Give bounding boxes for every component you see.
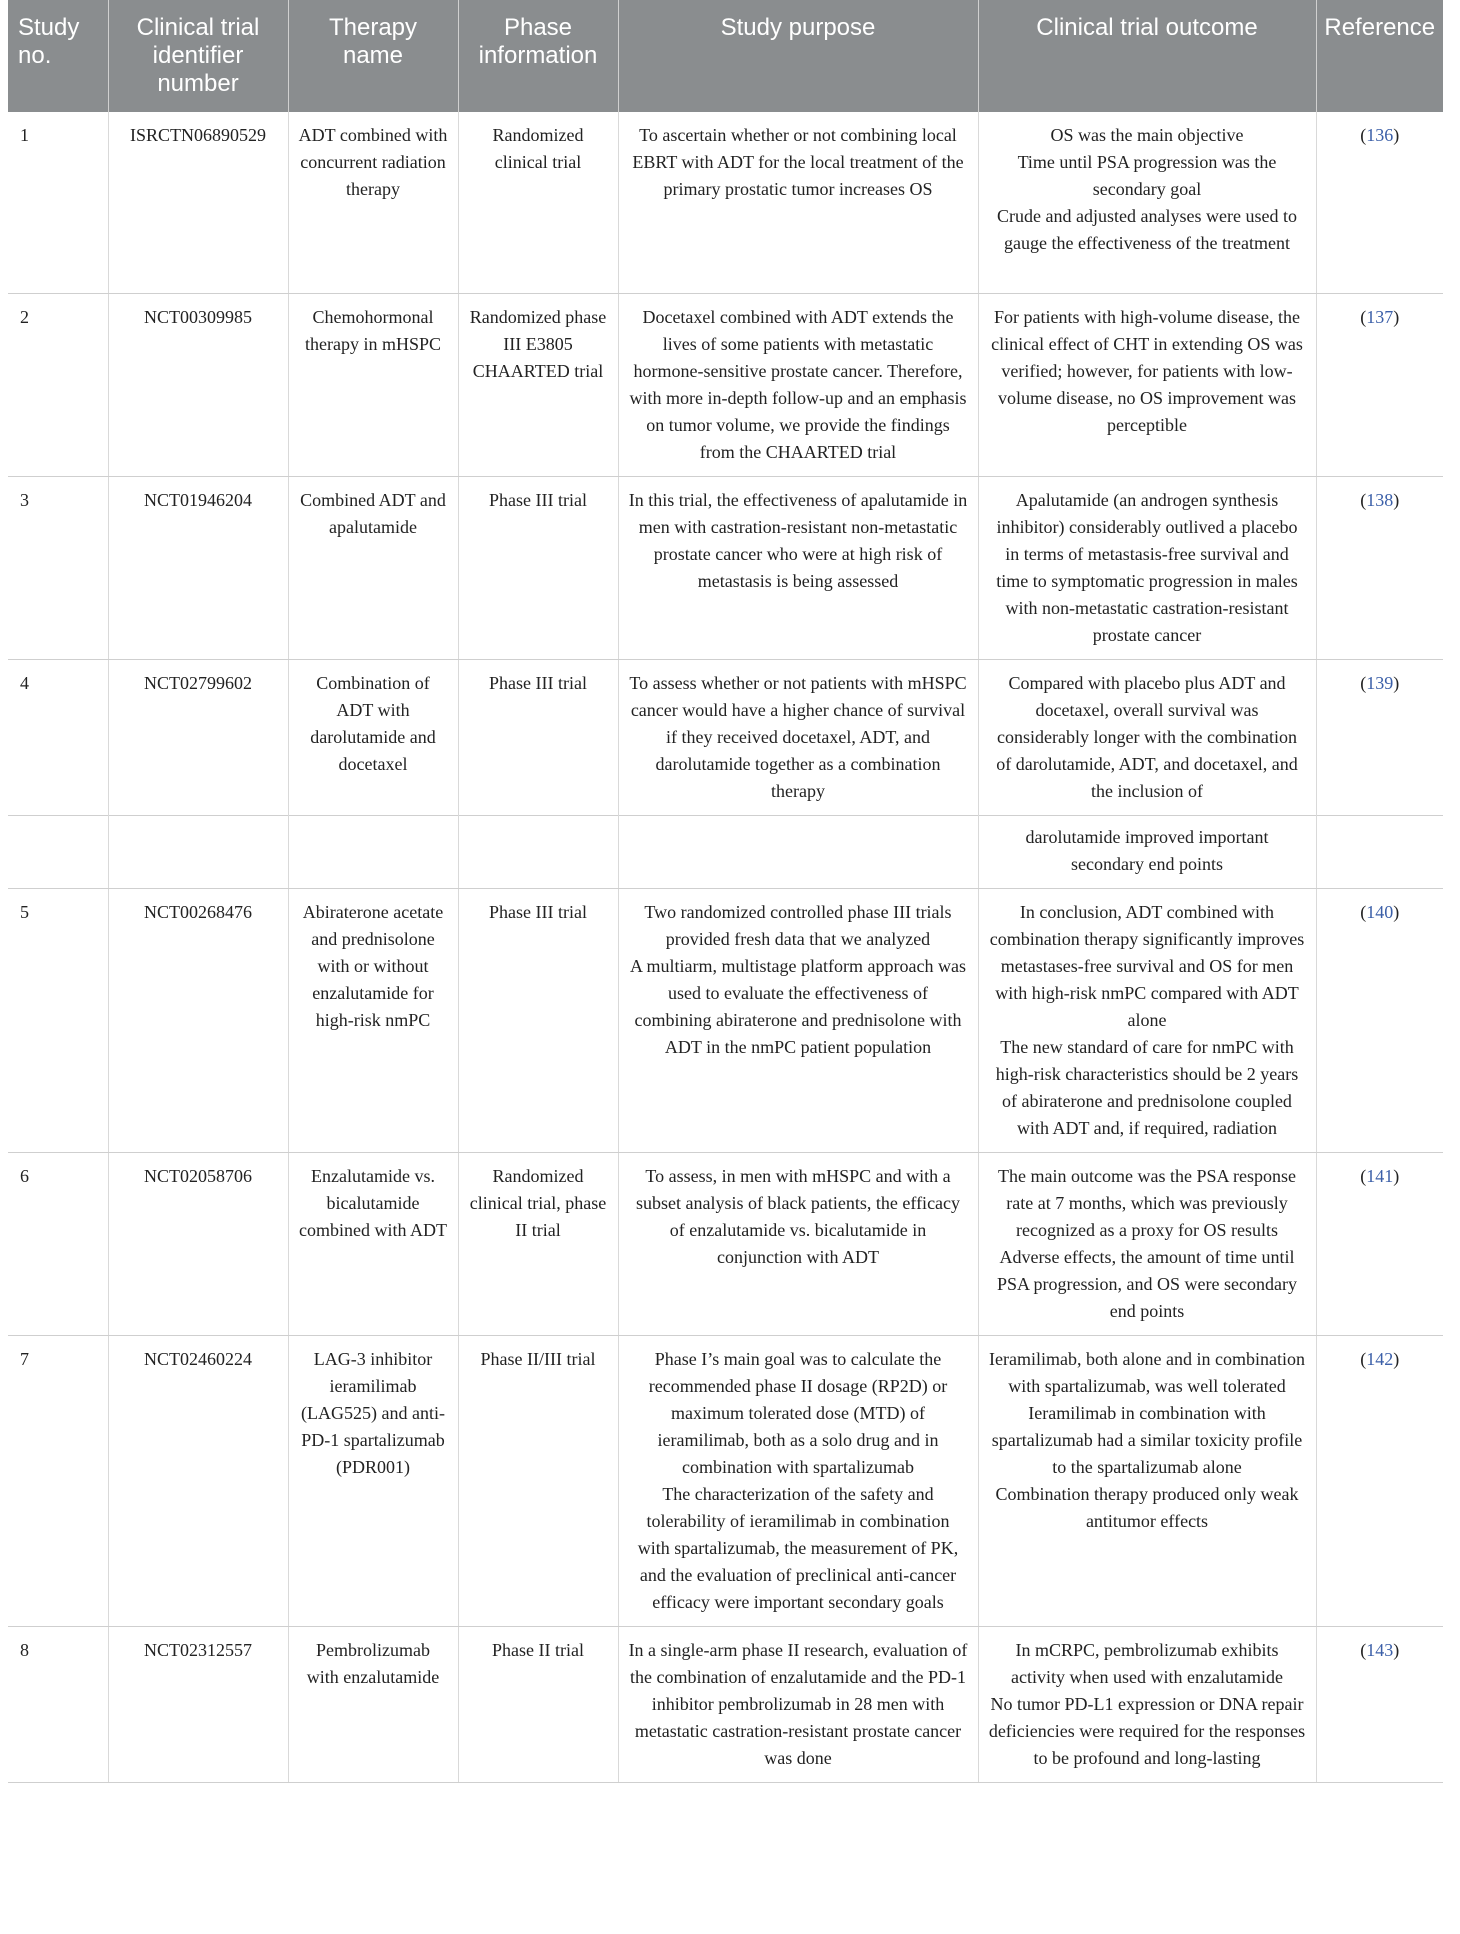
phase-info-cell: Randomized clinical trial <box>458 112 618 293</box>
header-phase-info: Phase information <box>458 0 618 112</box>
trial-outcome-cell-line: OS was the main objective <box>1050 125 1244 145</box>
header-study-no: Study no. <box>8 0 108 112</box>
study-purpose-cell <box>618 659 978 815</box>
table-body <box>8 112 1443 1782</box>
study-no-cell: 8 <box>8 1626 108 1782</box>
study-purpose-cell-line: Docetaxel combined with ADT extends the lives of some patients with metastatic hormone-sensitive prostate cancer. Therefore, with more in-depth follow-up and an emphasis on tumor volume, we provide the findings from the CHAARTED trial <box>629 306 967 462</box>
phase-info-cell: Phase III trial <box>458 476 618 659</box>
study-purpose-cell-line: A multiarm, multistage platform approach was used to evaluate the effectiveness of combining abiraterone and prednisolone with ADT in the nmPC patient population <box>630 955 966 1057</box>
reference-cell: (143) <box>1316 1626 1443 1782</box>
therapy-name-cell: Combination of ADT with darolutamide and docetaxel <box>288 659 458 815</box>
phase-info-cell <box>458 815 618 888</box>
study-no-cell: 6 <box>8 1152 108 1335</box>
therapy-name-cell: LAG-3 inhibitor ieramilimab (LAG525) and anti-PD-1 spartalizumab (PDR001) <box>288 1335 458 1626</box>
study-purpose-cell-line: In this trial, the effectiveness of apalutamide in men with castration-resistant non-metastatic prostate cancer who were at high risk of metastasis is being assessed <box>628 489 968 591</box>
phase-info-cell: Phase III trial <box>458 888 618 1152</box>
trial-outcome-cell <box>978 659 1316 815</box>
reference-link[interactable]: 141 <box>1366 1165 1394 1186</box>
study-purpose-cell-line: To assess, in men with mHSPC and with a subset analysis of black patients, the efficacy of enzalutamide vs. bicalutamide in conjunction with ADT <box>635 1165 961 1267</box>
phase-info-cell: Randomized clinical trial, phase II trial <box>458 1152 618 1335</box>
trial-outcome-cell-line: Time until PSA progression was the secondary goal <box>1017 152 1277 199</box>
clinical-trials-table <box>8 0 1443 1783</box>
trial-id-cell: NCT01946204 <box>108 476 288 659</box>
trial-outcome-cell-line: Adverse effects, the amount of time until PSA progression, and OS were secondary end points <box>997 1246 1297 1321</box>
trial-outcome-cell-line: The new standard of care for nmPC with high-risk characteristics should be 2 years of abiraterone and prednisolone coupled with ADT and, if required, radiation <box>995 1036 1299 1138</box>
trial-id-cell: NCT02058706 <box>108 1152 288 1335</box>
reference-cell: (140) <box>1316 888 1443 1152</box>
header-therapy-name: Therapy name <box>288 0 458 112</box>
therapy-name-cell: Chemohormonal therapy in mHSPC <box>288 293 458 476</box>
table-row <box>8 1152 1443 1335</box>
reference-link[interactable]: 143 <box>1366 1639 1394 1660</box>
reference-cell: (138) <box>1316 476 1443 659</box>
reference-cell: (139) <box>1316 659 1443 815</box>
trial-outcome-cell-line: The main outcome was the PSA response rate at 7 months, which was previously recognized as a proxy for OS results <box>998 1165 1296 1240</box>
trial-outcome-cell-line: Compared with placebo plus ADT and docetaxel, overall survival was considerably longer with the combination of darolutamide, ADT, and docetaxel, and the inclusion of <box>996 672 1298 801</box>
study-purpose-cell <box>618 1152 978 1335</box>
trial-outcome-cell <box>978 293 1316 476</box>
table-row <box>8 815 1443 888</box>
study-no-cell: 5 <box>8 888 108 1152</box>
table-row <box>8 293 1443 476</box>
table-row <box>8 476 1443 659</box>
trial-outcome-cell-line: No tumor PD-L1 expression or DNA repair deficiencies were required for the responses to be profound and long-lasting <box>988 1693 1306 1768</box>
reference-cell: (137) <box>1316 293 1443 476</box>
study-no-cell: 3 <box>8 476 108 659</box>
trial-id-cell: NCT02460224 <box>108 1335 288 1626</box>
header-trial-id: Clinical trial identifier number <box>108 0 288 112</box>
therapy-name-cell: Abiraterone acetate and prednisolone with or without enzalutamide for high-risk nmPC <box>288 888 458 1152</box>
reference-cell: (142) <box>1316 1335 1443 1626</box>
reference-cell: (141) <box>1316 1152 1443 1335</box>
trial-outcome-cell-line: In conclusion, ADT combined with combination therapy significantly improves metastases-free survival and OS for men with high-risk nmPC compared with ADT alone <box>989 901 1305 1030</box>
phase-info-cell: Phase III trial <box>458 659 618 815</box>
therapy-name-cell: Enzalutamide vs. bicalutamide combined with ADT <box>288 1152 458 1335</box>
study-purpose-cell <box>618 815 978 888</box>
trial-outcome-cell-line: For patients with high-volume disease, the clinical effect of CHT in extending OS was verified; however, for patients with low-volume disease, no OS improvement was perceptible <box>991 306 1303 435</box>
trial-id-cell <box>108 815 288 888</box>
table-row <box>8 659 1443 815</box>
trial-outcome-cell-line: Combination therapy produced only weak antitumor effects <box>995 1483 1299 1531</box>
table-row <box>8 1626 1443 1782</box>
table-header-row <box>8 0 1443 112</box>
study-purpose-cell <box>618 293 978 476</box>
trial-id-cell: ISRCTN06890529 <box>108 112 288 293</box>
therapy-name-cell: ADT combined with concurrent radiation therapy <box>288 112 458 293</box>
study-purpose-cell-line: To ascertain whether or not combining local EBRT with ADT for the local treatment of the primary prostatic tumor increases OS <box>632 125 964 199</box>
trial-id-cell: NCT00309985 <box>108 293 288 476</box>
header-study-purpose: Study purpose <box>618 0 978 112</box>
study-purpose-cell <box>618 476 978 659</box>
reference-link[interactable]: 139 <box>1366 672 1394 693</box>
trial-outcome-cell-line: Apalutamide (an androgen synthesis inhibitor) considerably outlived a placebo in terms of metastasis-free survival and time to symptomatic progression in males with non-metastatic castration-resistant prostate cancer <box>996 489 1298 645</box>
reference-cell <box>1316 815 1443 888</box>
trial-outcome-cell-line: In mCRPC, pembrolizumab exhibits activity when used with enzalutamide <box>1011 1639 1283 1687</box>
study-purpose-cell-line: The characterization of the safety and tolerability of ieramilimab in combination with spartalizumab, the measurement of PK, and the evaluation of preclinical anti-cancer efficacy were important secondary goals <box>637 1483 959 1612</box>
trial-id-cell: NCT00268476 <box>108 888 288 1152</box>
reference-cell: (136) <box>1316 112 1443 293</box>
reference-link[interactable]: 137 <box>1366 306 1394 327</box>
trial-id-cell: NCT02799602 <box>108 659 288 815</box>
reference-link[interactable]: 136 <box>1366 125 1394 145</box>
table-row <box>8 1335 1443 1626</box>
trial-outcome-cell <box>978 112 1316 293</box>
study-no-cell: 2 <box>8 293 108 476</box>
study-purpose-cell <box>618 1335 978 1626</box>
trial-outcome-cell <box>978 815 1316 888</box>
study-purpose-cell <box>618 888 978 1152</box>
trial-outcome-cell-line: Ieramilimab, both alone and in combination with spartalizumab, was well tolerated <box>989 1348 1305 1396</box>
trial-outcome-cell <box>978 476 1316 659</box>
therapy-name-cell: Pembrolizumab with enzalutamide <box>288 1626 458 1782</box>
phase-info-cell: Phase II trial <box>458 1626 618 1782</box>
header-reference: Reference <box>1316 0 1443 112</box>
therapy-name-cell: Combined ADT and apalutamide <box>288 476 458 659</box>
therapy-name-cell <box>288 815 458 888</box>
study-purpose-cell-line: Phase I’s main goal was to calculate the recommended phase II dosage (RP2D) or maximum tolerated dose (MTD) of ieramilimab, both as a solo drug and in combination with spartalizumab <box>648 1348 948 1477</box>
study-no-cell: 7 <box>8 1335 108 1626</box>
trial-outcome-cell <box>978 1335 1316 1626</box>
study-no-cell <box>8 815 108 888</box>
trial-outcome-cell <box>978 888 1316 1152</box>
header-trial-outcome: Clinical trial outcome <box>978 0 1316 112</box>
phase-info-cell: Phase II/III trial <box>458 1335 618 1626</box>
study-no-cell: 4 <box>20 672 29 693</box>
trial-outcome-cell-line: Ieramilimab in combination with spartalizumab had a similar toxicity profile to the spartalizumab alone <box>991 1402 1303 1477</box>
trial-outcome-cell <box>978 1626 1316 1782</box>
reference-link[interactable]: 142 <box>1366 1348 1394 1369</box>
trial-id-cell: NCT02312557 <box>108 1626 288 1782</box>
reference-link[interactable]: 140 <box>1366 901 1394 922</box>
study-purpose-cell-line: Two randomized controlled phase III trials provided fresh data that we analyzed <box>644 901 952 949</box>
reference-link[interactable]: 138 <box>1366 489 1394 510</box>
study-purpose-cell <box>618 112 978 293</box>
study-purpose-cell <box>618 1626 978 1782</box>
trial-outcome-cell <box>978 1152 1316 1335</box>
phase-info-cell: Randomized phase III E3805 CHAARTED trial <box>458 293 618 476</box>
trial-outcome-cell-line: darolutamide improved important secondary end points <box>1025 826 1269 874</box>
clinical-trials-table-container <box>8 0 1443 1783</box>
trial-outcome-cell-line: Crude and adjusted analyses were used to gauge the effectiveness of the treatment <box>997 206 1297 253</box>
table-row <box>8 112 1443 293</box>
study-purpose-cell-line: To assess whether or not patients with mHSPC cancer would have a higher chance of survival if they received docetaxel, ADT, and darolutamide together as a combination therapy <box>629 672 967 801</box>
study-purpose-cell-line: In a single-arm phase II research, evaluation of the combination of enzalutamide and the PD-1 inhibitor pembrolizumab in 28 men with metastatic castration-resistant prostate cancer was done <box>628 1639 968 1768</box>
study-no-cell: 1 <box>8 112 108 293</box>
table-row <box>8 888 1443 1152</box>
